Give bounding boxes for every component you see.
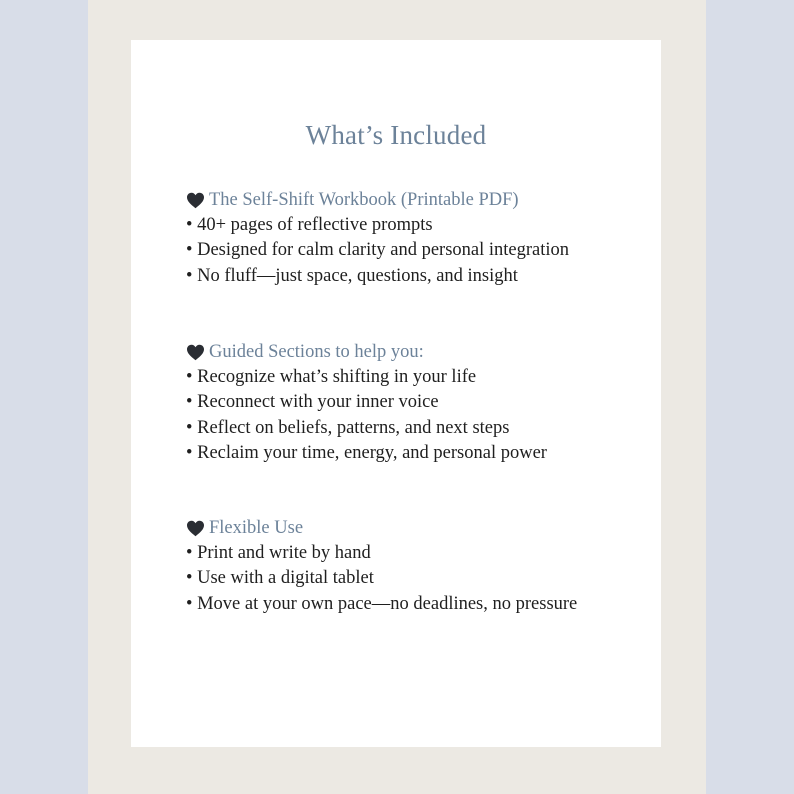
section-heading-text: The Self-Shift Workbook (Printable PDF): [209, 190, 519, 210]
heart-icon: [186, 344, 205, 361]
section-flexible-use: [186, 516, 656, 617]
page-title: What’s Included: [305, 120, 487, 150]
list-item: • Reclaim your time, energy, and personal power: [186, 442, 547, 463]
list-item: • Designed for calm clarity and personal integration: [186, 240, 570, 261]
list-item: • Reflect on beliefs, patterns, and next steps: [186, 417, 510, 438]
list-item: • Reconnect with your inner voice: [186, 392, 439, 413]
list-item: • 40+ pages of reflective prompts: [186, 215, 433, 235]
list-item: • No fluff—just space, questions, and insight: [186, 265, 518, 286]
section-guided: [186, 340, 656, 466]
heart-icon: [186, 520, 205, 537]
list-item: • Use with a digital tablet: [186, 568, 374, 589]
list-item: • Move at your own pace—no deadlines, no pressure: [186, 593, 578, 614]
section-heading-text: Guided Sections to help you:: [209, 342, 424, 362]
section-heading: [186, 340, 656, 365]
section-heading: [186, 516, 656, 541]
section-workbook: [186, 188, 656, 289]
section-heading: [186, 188, 656, 213]
section-heading-text: Flexible Use: [209, 518, 304, 538]
list-item: • Print and write by hand: [186, 543, 371, 563]
list-item: • Recognize what’s shifting in your life: [186, 367, 477, 387]
document-page: [131, 40, 661, 747]
heart-icon: [186, 192, 205, 209]
